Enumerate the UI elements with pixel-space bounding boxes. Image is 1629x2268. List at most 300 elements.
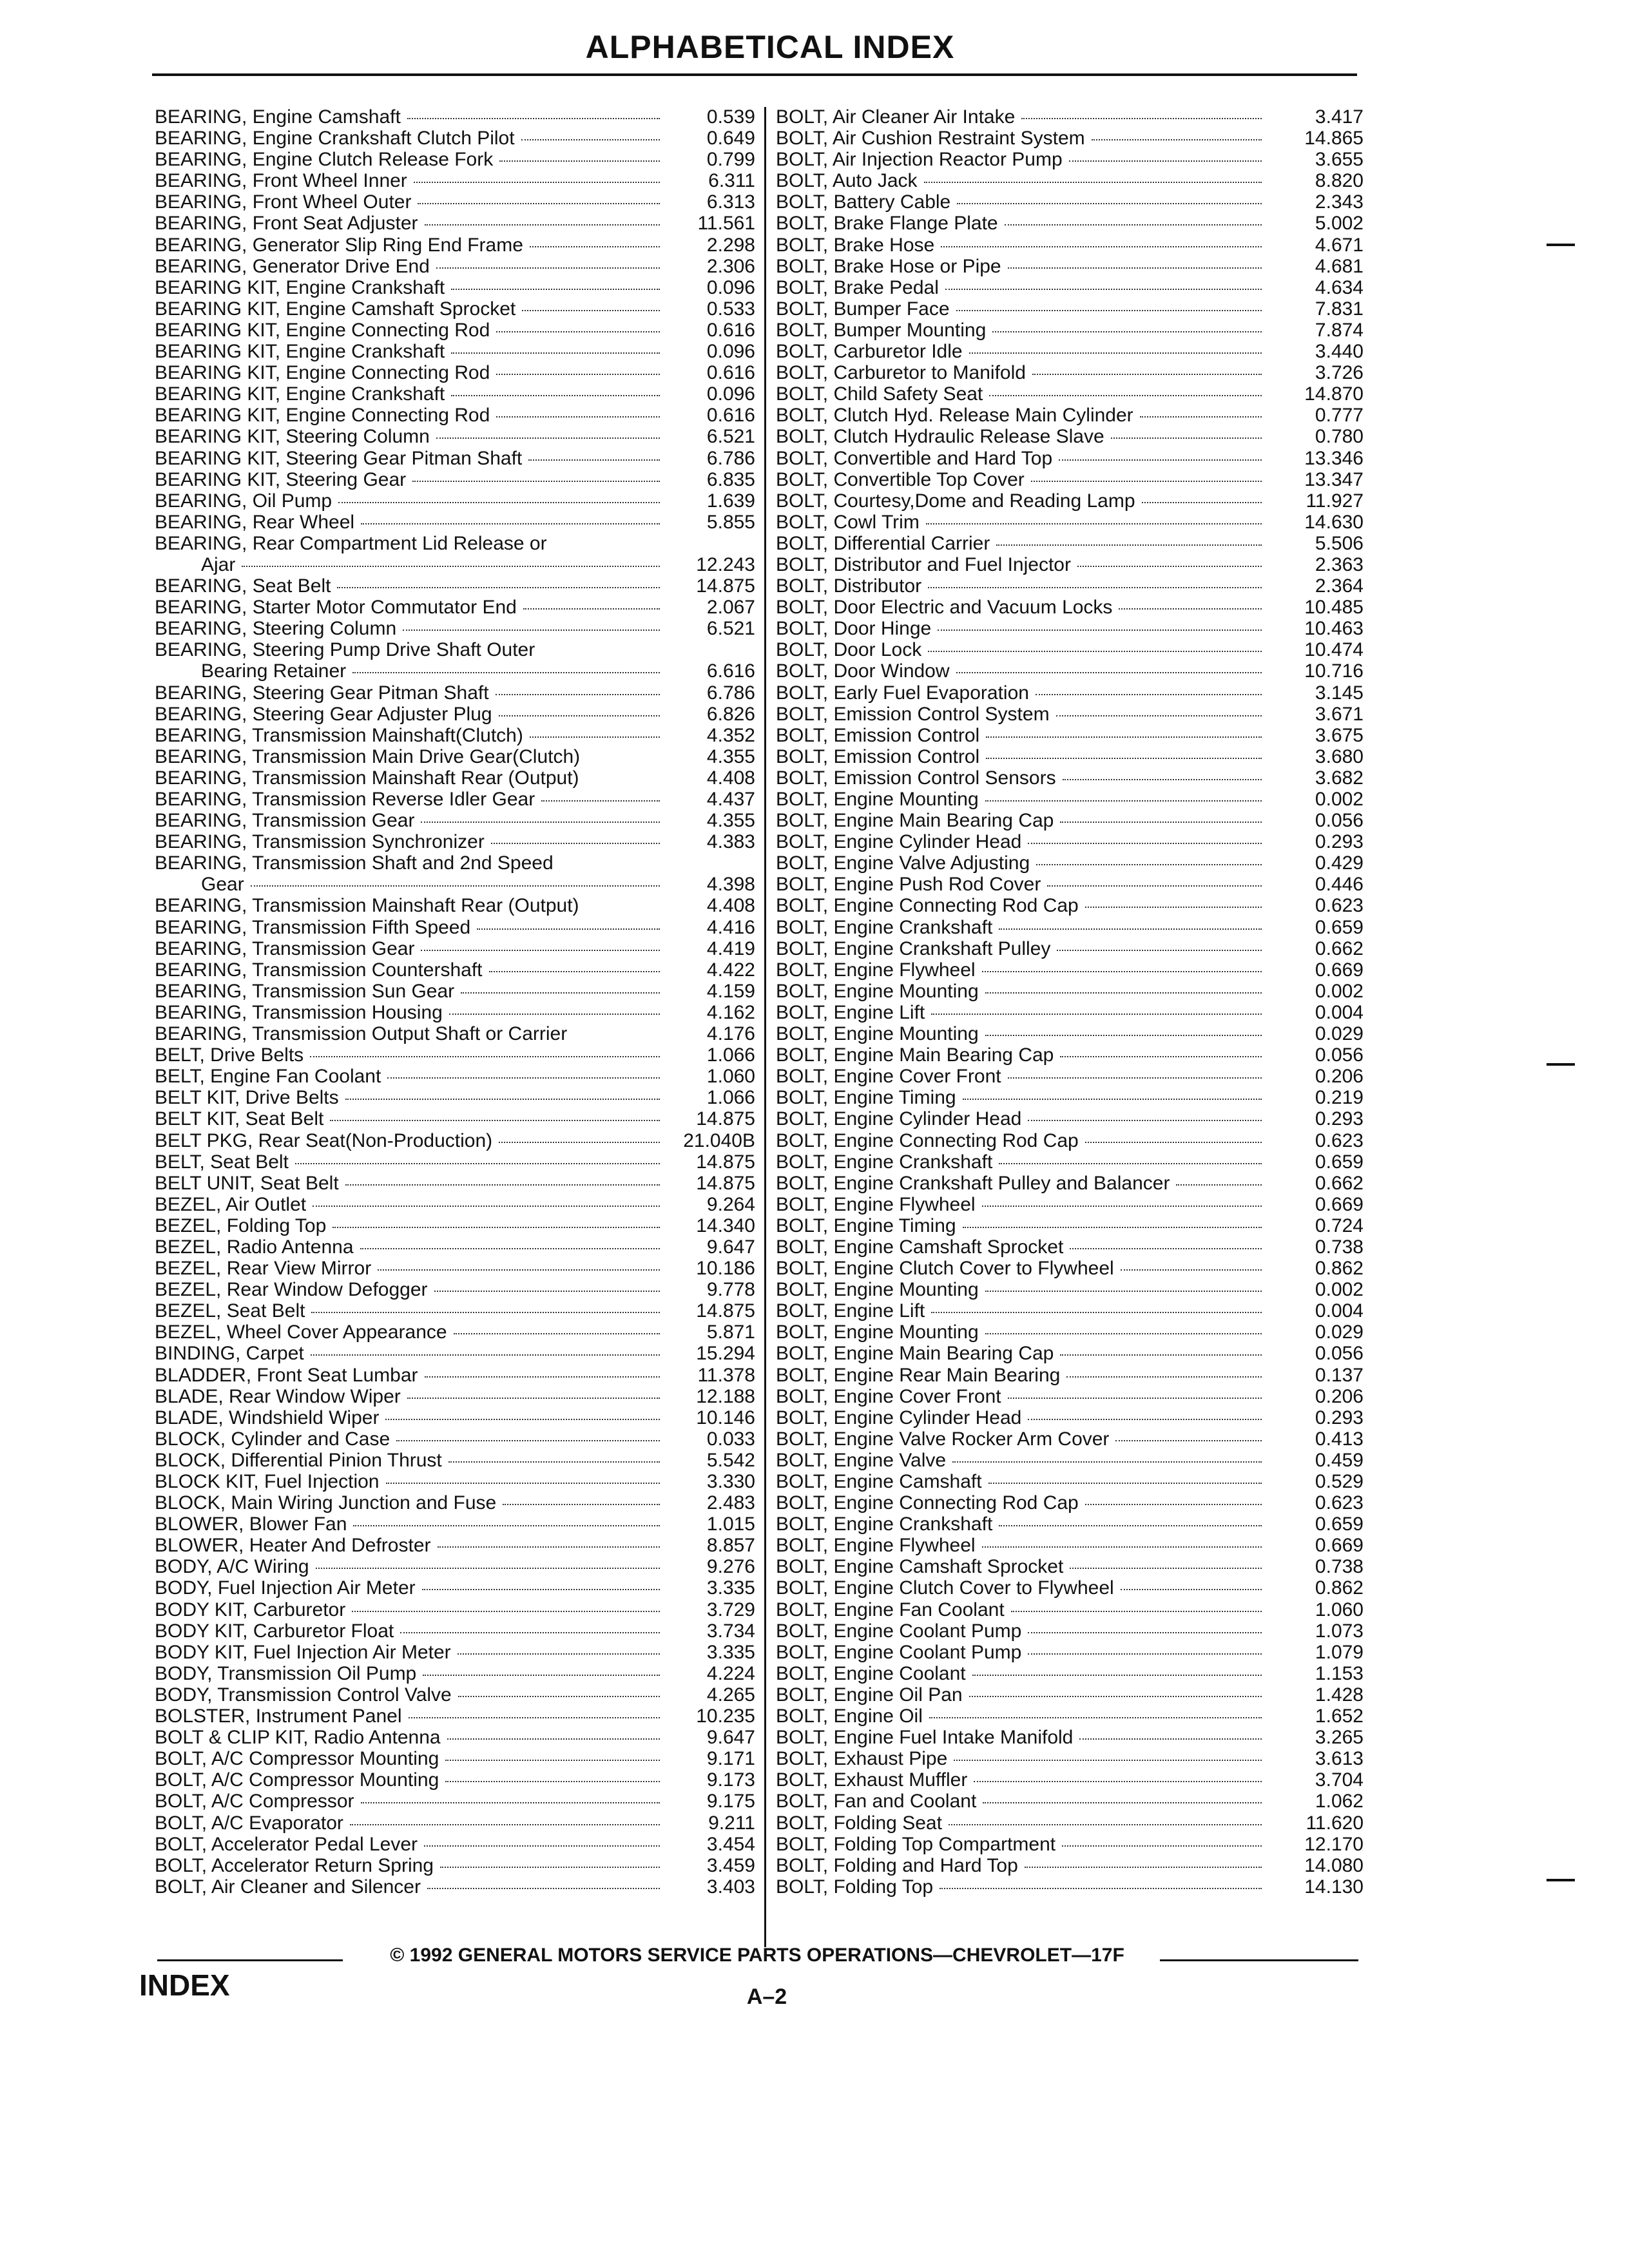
index-entry bbox=[776, 767, 1364, 789]
index-entry bbox=[155, 170, 755, 191]
index-entry bbox=[155, 1642, 755, 1663]
entry-reference: 6.311 bbox=[708, 170, 755, 192]
dot-leader bbox=[1028, 843, 1262, 844]
entry-reference: 4.408 bbox=[706, 895, 755, 917]
index-entry bbox=[776, 1855, 1364, 1876]
dot-leader bbox=[313, 1206, 660, 1207]
dot-leader bbox=[924, 182, 1262, 183]
entry-description-wrap bbox=[155, 874, 665, 895]
entry-description-wrap bbox=[155, 1087, 665, 1108]
dot-leader bbox=[449, 1014, 660, 1015]
entry-description-wrap bbox=[155, 1663, 665, 1684]
entry-description-wrap bbox=[776, 490, 1267, 512]
dot-leader bbox=[945, 289, 1262, 290]
index-entry bbox=[776, 1791, 1364, 1812]
entry-description-wrap bbox=[155, 767, 665, 789]
entry-description-wrap bbox=[776, 767, 1267, 789]
dot-leader bbox=[458, 1653, 660, 1655]
entry-description-wrap bbox=[155, 1066, 665, 1087]
entry-description: BEARING, Transmission Synchronizer bbox=[155, 831, 485, 853]
entry-reference: 0.669 bbox=[1315, 1193, 1364, 1215]
dot-leader bbox=[972, 1675, 1262, 1676]
dot-leader bbox=[295, 1163, 660, 1164]
dot-leader bbox=[427, 1888, 660, 1889]
entry-reference: 5.542 bbox=[706, 1449, 755, 1471]
index-entry bbox=[155, 405, 755, 426]
entry-reference: 0.616 bbox=[706, 405, 755, 427]
entry-description: BEARING KIT, Engine Crankshaft bbox=[155, 341, 445, 363]
entry-description-wrap bbox=[776, 660, 1267, 682]
index-entry bbox=[776, 1450, 1364, 1471]
entry-description: BOLT, A/C Compressor Mounting bbox=[155, 1769, 439, 1791]
entry-description-wrap bbox=[155, 469, 665, 490]
dot-leader bbox=[1119, 608, 1262, 610]
entry-reference: 3.335 bbox=[706, 1641, 755, 1663]
entry-reference: 5.855 bbox=[706, 511, 755, 533]
entry-description-wrap bbox=[776, 277, 1267, 298]
entry-description: BOLT, Engine Main Bearing Cap bbox=[776, 1044, 1054, 1066]
dot-leader bbox=[496, 331, 660, 332]
entry-description-wrap bbox=[776, 1791, 1267, 1812]
entry-description-wrap bbox=[776, 341, 1267, 362]
entry-description-wrap bbox=[776, 895, 1267, 916]
entry-description-wrap bbox=[776, 1577, 1267, 1599]
entry-description-wrap bbox=[776, 597, 1267, 618]
entry-reference: 1.015 bbox=[706, 1514, 755, 1535]
entry-reference: 1.428 bbox=[1315, 1684, 1364, 1706]
entry-reference: 3.417 bbox=[1315, 106, 1364, 128]
entry-description-wrap bbox=[776, 191, 1267, 213]
dot-leader bbox=[438, 1546, 660, 1548]
dot-leader bbox=[361, 523, 660, 524]
entry-description-wrap bbox=[155, 1002, 665, 1023]
entry-reference: 0.669 bbox=[1315, 1535, 1364, 1557]
entry-description: BEARING KIT, Engine Crankshaft bbox=[155, 276, 445, 298]
entry-description-wrap bbox=[155, 341, 665, 362]
entry-description: BEARING, Transmission Sun Gear bbox=[155, 980, 455, 1002]
dot-leader bbox=[425, 1376, 660, 1378]
index-entry bbox=[776, 1194, 1364, 1215]
entry-description-wrap bbox=[776, 1321, 1267, 1343]
entry-description: BOLT, Folding Seat bbox=[776, 1812, 942, 1834]
entry-description: BOLT, Engine Fuel Intake Manifold bbox=[776, 1727, 1074, 1749]
entry-description-wrap bbox=[776, 1684, 1267, 1706]
dot-leader bbox=[963, 1099, 1262, 1100]
index-entry bbox=[776, 170, 1364, 191]
entry-reference: 0.002 bbox=[1315, 789, 1364, 810]
dot-leader bbox=[523, 608, 660, 610]
entry-description-wrap bbox=[155, 1130, 665, 1151]
entry-reference: 3.680 bbox=[1315, 745, 1364, 767]
entry-description-wrap bbox=[776, 1215, 1267, 1236]
entry-reference: 2.483 bbox=[706, 1492, 755, 1514]
entry-description-wrap bbox=[776, 1236, 1267, 1258]
index-entry bbox=[155, 1556, 755, 1577]
index-entry bbox=[776, 554, 1364, 575]
entry-description-wrap bbox=[776, 1599, 1267, 1620]
entry-description: BELT PKG, Rear Seat(Non-Production) bbox=[155, 1129, 493, 1151]
entry-description: BOLT, Engine Mounting bbox=[776, 789, 979, 810]
index-entry bbox=[155, 128, 755, 149]
index-entry bbox=[776, 1300, 1364, 1321]
index-entry bbox=[155, 1066, 755, 1087]
dot-leader bbox=[999, 1163, 1262, 1164]
entry-reference: 0.662 bbox=[1315, 1172, 1364, 1194]
index-entry bbox=[776, 1428, 1364, 1450]
dot-leader bbox=[996, 544, 1262, 546]
entry-description: BEARING, Transmission Shaft and 2nd Speed bbox=[155, 852, 554, 874]
entry-description: BOLT, Fan and Coolant bbox=[776, 1791, 977, 1812]
dot-leader bbox=[396, 1440, 660, 1441]
entry-reference: 0.206 bbox=[1315, 1385, 1364, 1407]
entry-description-wrap bbox=[155, 1194, 665, 1215]
entry-reference: 14.870 bbox=[1304, 383, 1364, 405]
entry-reference: 0.616 bbox=[706, 362, 755, 384]
index-entry bbox=[155, 1108, 755, 1129]
entry-reference: 3.734 bbox=[706, 1620, 755, 1642]
dot-leader bbox=[1059, 459, 1262, 461]
entry-description: BOLT, Exhaust Muffler bbox=[776, 1769, 968, 1791]
index-entry bbox=[776, 128, 1364, 149]
index-entry bbox=[776, 618, 1364, 639]
entry-description: BEARING KIT, Steering Column bbox=[155, 426, 430, 448]
entry-reference: 0.659 bbox=[1315, 1514, 1364, 1535]
entry-reference: 0.137 bbox=[1315, 1364, 1364, 1386]
dot-leader bbox=[985, 1333, 1262, 1334]
entry-description: BEARING, Front Wheel Outer bbox=[155, 191, 412, 213]
entry-description: BOLT, Engine Lift bbox=[776, 1300, 925, 1322]
entry-reference: 14.875 bbox=[696, 1172, 755, 1194]
dot-leader bbox=[418, 203, 660, 204]
dot-leader bbox=[985, 1035, 1262, 1036]
entry-description-wrap bbox=[776, 874, 1267, 895]
index-entry bbox=[155, 512, 755, 533]
dot-leader bbox=[330, 1120, 660, 1121]
entry-reference: 0.623 bbox=[1315, 895, 1364, 917]
entry-description: BELT UNIT, Seat Belt bbox=[155, 1172, 339, 1194]
entry-description: BOLT, Carburetor Idle bbox=[776, 341, 963, 363]
entry-description-wrap bbox=[155, 1279, 665, 1300]
entry-description: BOLT, Engine Crankshaft Pulley and Balancer bbox=[776, 1172, 1170, 1194]
dot-leader bbox=[425, 224, 660, 226]
entry-description: BOLT, Engine Cylinder Head bbox=[776, 831, 1022, 853]
entry-description-wrap bbox=[776, 362, 1267, 383]
index-entry bbox=[776, 895, 1364, 916]
dot-leader bbox=[985, 800, 1262, 802]
dot-leader bbox=[1028, 1653, 1262, 1655]
index-entry bbox=[776, 660, 1364, 682]
entry-reference: 6.826 bbox=[706, 703, 755, 725]
index-entry bbox=[776, 512, 1364, 533]
entry-description: BOLT, Battery Cable bbox=[776, 191, 951, 213]
entry-reference: 7.831 bbox=[1315, 298, 1364, 320]
dot-leader bbox=[1047, 885, 1262, 887]
entry-description: BOLT, Convertible Top Cover bbox=[776, 468, 1025, 490]
entry-description: BOLT, Engine Clutch Cover to Flywheel bbox=[776, 1258, 1114, 1280]
dot-leader bbox=[499, 715, 660, 716]
entry-reference: 10.146 bbox=[696, 1407, 755, 1428]
entry-description: BEARING, Steering Gear Adjuster Plug bbox=[155, 703, 492, 725]
index-entry bbox=[776, 533, 1364, 554]
entry-description: BOLT, Engine Valve bbox=[776, 1449, 947, 1471]
entry-description-wrap bbox=[776, 789, 1267, 810]
entry-description-wrap bbox=[155, 917, 665, 938]
dot-leader bbox=[929, 1717, 1262, 1718]
entry-description-wrap bbox=[776, 426, 1267, 447]
entry-description: BEZEL, Air Outlet bbox=[155, 1193, 307, 1215]
entry-description: BLOWER, Blower Fan bbox=[155, 1514, 347, 1535]
entry-reference: 11.927 bbox=[1306, 490, 1364, 512]
dot-leader bbox=[931, 1312, 1262, 1313]
entry-description-wrap bbox=[155, 426, 665, 447]
entry-description-wrap bbox=[155, 959, 665, 981]
entry-description: BELT KIT, Seat Belt bbox=[155, 1108, 324, 1130]
entry-description: BOLT, Folding and Hard Top bbox=[776, 1854, 1018, 1876]
entry-description: BODY, Transmission Oil Pump bbox=[155, 1662, 417, 1684]
entry-description-wrap bbox=[776, 1108, 1267, 1129]
dot-leader bbox=[1079, 1738, 1262, 1740]
dot-leader bbox=[1121, 1269, 1262, 1271]
margin-mark bbox=[1547, 1879, 1575, 1881]
entry-reference: 0.669 bbox=[1315, 959, 1364, 981]
entry-description-wrap bbox=[776, 1535, 1267, 1556]
entry-reference: 4.383 bbox=[706, 831, 755, 853]
entry-description-wrap bbox=[776, 235, 1267, 256]
entry-description: BOLT, Engine Mounting bbox=[776, 980, 979, 1002]
entry-reference: 0.738 bbox=[1315, 1236, 1364, 1258]
entry-reference: 1.060 bbox=[1315, 1599, 1364, 1620]
entry-description: BOLT, Engine Connecting Rod Cap bbox=[776, 1492, 1079, 1514]
index-entry bbox=[155, 277, 755, 298]
dot-leader bbox=[424, 1845, 660, 1847]
index-entry bbox=[776, 362, 1364, 383]
entry-description-wrap bbox=[155, 512, 665, 533]
index-entry bbox=[155, 1855, 755, 1876]
entry-description: BEARING, Transmission Gear bbox=[155, 810, 415, 832]
entry-description-wrap bbox=[155, 639, 665, 660]
entry-description-wrap bbox=[155, 575, 665, 597]
index-entry bbox=[155, 1684, 755, 1706]
index-entry bbox=[776, 298, 1364, 320]
entry-reference: 1.079 bbox=[1315, 1641, 1364, 1663]
index-entry bbox=[155, 1620, 755, 1642]
entry-description-wrap bbox=[776, 1023, 1267, 1044]
entry-description-wrap bbox=[155, 1492, 665, 1514]
entry-description: Gear bbox=[201, 874, 244, 896]
index-entry bbox=[155, 426, 755, 447]
dot-leader bbox=[1057, 950, 1262, 951]
index-entry bbox=[155, 1748, 755, 1769]
entry-description-wrap bbox=[155, 1706, 665, 1727]
dot-leader bbox=[1062, 1845, 1262, 1847]
dot-leader bbox=[407, 1398, 660, 1399]
entry-description: BEARING, Transmission Fifth Speed bbox=[155, 916, 471, 938]
index-entry bbox=[155, 1577, 755, 1599]
dot-leader bbox=[1060, 822, 1262, 823]
index-entry bbox=[776, 1321, 1364, 1343]
entry-reference: 0.056 bbox=[1315, 810, 1364, 832]
index-entry bbox=[776, 213, 1364, 234]
entry-description: Ajar bbox=[201, 553, 236, 575]
entry-description: BOLT, Courtesy,Dome and Reading Lamp bbox=[776, 490, 1135, 512]
entry-description: BOLT, Early Fuel Evaporation bbox=[776, 682, 1029, 704]
dot-leader bbox=[941, 246, 1262, 247]
entry-reference: 4.437 bbox=[706, 789, 755, 810]
entry-reference: 11.561 bbox=[697, 213, 755, 235]
entry-description-wrap bbox=[155, 1471, 665, 1492]
index-entry bbox=[776, 725, 1364, 746]
entry-description: BOLT, Engine Fan Coolant bbox=[776, 1599, 1005, 1620]
index-entry bbox=[776, 1706, 1364, 1727]
index-entry bbox=[155, 682, 755, 704]
entry-description-wrap bbox=[776, 1428, 1267, 1450]
dot-leader bbox=[1025, 1867, 1262, 1868]
dot-leader bbox=[1008, 1077, 1262, 1079]
index-entry bbox=[776, 746, 1364, 767]
dot-leader bbox=[434, 1291, 660, 1292]
entry-reference: 3.330 bbox=[706, 1471, 755, 1492]
entry-description-wrap bbox=[155, 1599, 665, 1620]
entry-description: BOLT, Engine Crankshaft bbox=[776, 1514, 993, 1535]
entry-reference: 13.346 bbox=[1304, 447, 1364, 469]
entry-reference: 0.219 bbox=[1315, 1087, 1364, 1109]
dot-leader bbox=[421, 950, 660, 951]
dot-leader bbox=[541, 800, 660, 802]
entry-description-wrap bbox=[155, 618, 665, 639]
entry-reference: 3.675 bbox=[1315, 724, 1364, 746]
entry-description: BEARING, Transmission Mainshaft(Clutch) bbox=[155, 724, 523, 746]
dot-leader bbox=[528, 459, 660, 461]
entry-description-wrap bbox=[155, 704, 665, 725]
entry-description: BOLT, Brake Flange Plate bbox=[776, 213, 998, 235]
index-entry bbox=[776, 426, 1364, 447]
entry-reference: 4.422 bbox=[706, 959, 755, 981]
entry-description: BOLT, Folding Top Compartment bbox=[776, 1833, 1056, 1855]
entry-description-wrap bbox=[776, 575, 1267, 597]
dot-leader bbox=[530, 246, 660, 247]
dot-leader bbox=[412, 481, 660, 482]
dot-leader bbox=[378, 1269, 660, 1271]
dot-leader bbox=[956, 672, 1262, 673]
entry-description: BEZEL, Wheel Cover Appearance bbox=[155, 1321, 447, 1343]
entry-description: BEARING, Engine Camshaft bbox=[155, 106, 401, 128]
entry-description: BOLT, Distributor and Fuel Injector bbox=[776, 553, 1071, 575]
entry-reference: 6.786 bbox=[706, 682, 755, 704]
entry-reference: 4.681 bbox=[1315, 255, 1364, 277]
entry-description-wrap bbox=[155, 1343, 665, 1364]
title-rule bbox=[152, 73, 1357, 76]
index-entry bbox=[776, 1279, 1364, 1300]
dot-leader bbox=[1005, 224, 1262, 226]
index-entry bbox=[776, 405, 1364, 426]
index-entry bbox=[155, 874, 755, 895]
entry-description: BEARING, Transmission Output Shaft or Carrier bbox=[155, 1023, 568, 1045]
entry-reference: 2.364 bbox=[1315, 575, 1364, 597]
entry-reference: 1.066 bbox=[706, 1044, 755, 1066]
entry-reference: 3.459 bbox=[706, 1854, 755, 1876]
entry-description: BOLT, Engine Cover Front bbox=[776, 1385, 1001, 1407]
index-entry bbox=[776, 320, 1364, 341]
entry-description-wrap bbox=[155, 1514, 665, 1535]
entry-reference: 0.724 bbox=[1315, 1215, 1364, 1236]
entry-reference: 3.671 bbox=[1315, 703, 1364, 725]
entry-description-wrap bbox=[155, 1748, 665, 1769]
entry-description-wrap bbox=[776, 170, 1267, 191]
index-entry bbox=[776, 1684, 1364, 1706]
entry-description-wrap bbox=[155, 448, 665, 469]
entry-description: BEARING KIT, Steering Gear Pitman Shaft bbox=[155, 447, 523, 469]
entry-reference: 0.029 bbox=[1315, 1023, 1364, 1045]
index-entry bbox=[776, 1748, 1364, 1769]
entry-reference: 5.871 bbox=[706, 1321, 755, 1343]
dot-leader bbox=[350, 1824, 660, 1825]
entry-description: BOLT, Engine Cylinder Head bbox=[776, 1407, 1022, 1428]
index-entry bbox=[155, 660, 755, 682]
entry-description: BEARING, Transmission Main Drive Gear(Clutch) bbox=[155, 745, 581, 767]
entry-description: BOLT, Engine Flywheel bbox=[776, 1193, 976, 1215]
entry-description-wrap bbox=[155, 1577, 665, 1599]
entry-reference: 0.659 bbox=[1315, 916, 1364, 938]
entry-description-wrap bbox=[776, 106, 1267, 128]
entry-description: BODY KIT, Carburetor Float bbox=[155, 1620, 394, 1642]
index-entry bbox=[776, 1386, 1364, 1407]
dot-leader bbox=[1036, 864, 1262, 865]
entry-description: BEARING KIT, Engine Crankshaft bbox=[155, 383, 445, 405]
entry-reference: 0.623 bbox=[1315, 1492, 1364, 1514]
dot-leader bbox=[440, 1867, 660, 1868]
index-entry bbox=[776, 1812, 1364, 1834]
entry-description: BOLT, Engine Oil bbox=[776, 1706, 923, 1727]
dot-leader bbox=[1011, 1611, 1262, 1612]
dot-leader bbox=[522, 310, 660, 311]
entry-description-wrap bbox=[155, 938, 665, 959]
dot-leader bbox=[491, 843, 660, 844]
index-entry bbox=[776, 917, 1364, 938]
entry-reference: 14.130 bbox=[1304, 1876, 1364, 1898]
entry-description-wrap bbox=[155, 1535, 665, 1556]
entry-reference: 0.056 bbox=[1315, 1343, 1364, 1365]
index-entry bbox=[155, 725, 755, 746]
index-entry bbox=[155, 1876, 755, 1898]
entry-description-wrap bbox=[776, 1727, 1267, 1748]
entry-reference: 0.293 bbox=[1315, 831, 1364, 853]
entry-description-wrap bbox=[155, 725, 665, 746]
index-entry bbox=[776, 1066, 1364, 1087]
entry-reference: 3.440 bbox=[1315, 341, 1364, 363]
entry-description: BEZEL, Rear View Mirror bbox=[155, 1258, 372, 1280]
entry-description-wrap bbox=[155, 1791, 665, 1812]
entry-description-wrap bbox=[776, 1066, 1267, 1087]
dot-leader bbox=[1140, 416, 1262, 418]
dot-leader bbox=[251, 885, 660, 887]
entry-description: BOLT, Engine Camshaft bbox=[776, 1471, 982, 1492]
entry-description: BOLT, Clutch Hyd. Release Main Cylinder bbox=[776, 405, 1133, 427]
index-entry bbox=[776, 1343, 1364, 1364]
index-entry bbox=[155, 1321, 755, 1343]
dot-leader bbox=[1092, 139, 1262, 140]
entry-description: BOLT, Engine Mounting bbox=[776, 1321, 979, 1343]
entry-description-wrap bbox=[155, 1300, 665, 1321]
index-entry bbox=[776, 1002, 1364, 1023]
entry-reference: 12.188 bbox=[696, 1385, 755, 1407]
entry-description-wrap bbox=[155, 1044, 665, 1066]
index-entry bbox=[776, 639, 1364, 660]
index-entry bbox=[776, 149, 1364, 170]
entry-reference: 8.820 bbox=[1315, 170, 1364, 192]
entry-reference: 0.413 bbox=[1315, 1428, 1364, 1450]
dot-leader bbox=[952, 1461, 1262, 1463]
entry-reference: 0.033 bbox=[706, 1428, 755, 1450]
